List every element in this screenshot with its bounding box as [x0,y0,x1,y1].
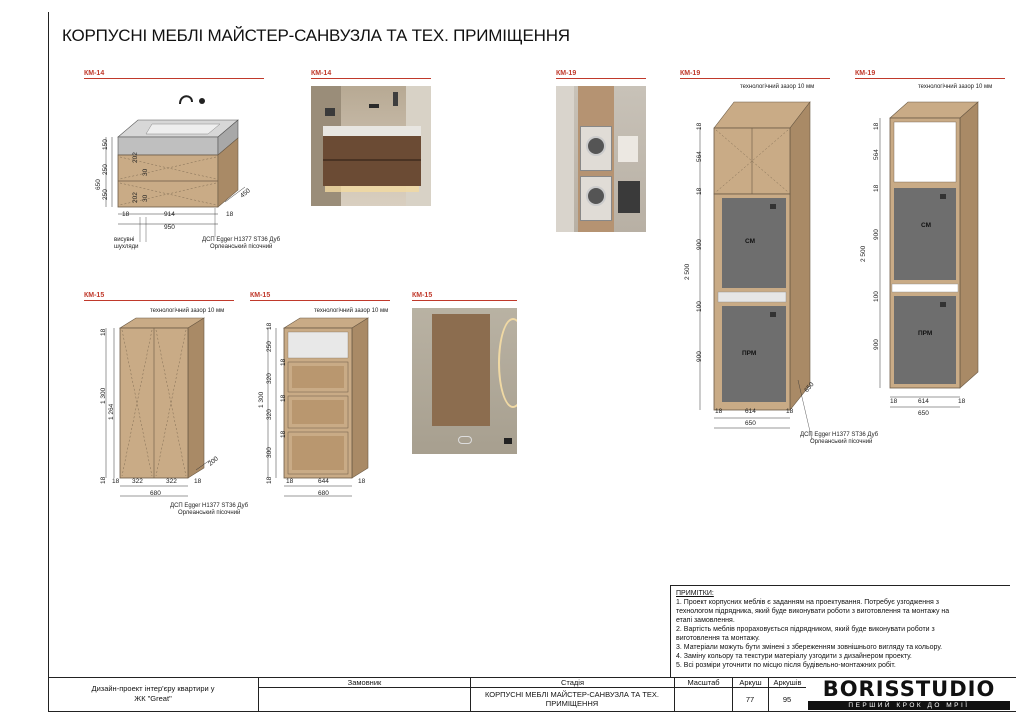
km15-open-dim-644: 644 [318,478,329,485]
km19-front-dim-900b: 900 [696,351,703,362]
km15-open-dim-18d: 18 [280,430,287,438]
km15-open-dim-18e: 18 [266,476,273,484]
km14-vanity-photo [311,86,431,206]
km19-open-dim-18d: 18 [873,184,880,192]
km15-front-dim-depth: 200 [207,455,220,468]
label-underline [311,78,431,79]
km15-open-dim-right: 18 [358,478,366,485]
km19-front-prm-label: ПРМ [742,350,757,357]
km19-open-dim-total: 2 500 [860,245,867,262]
km19-front-dim-top: 564 [696,151,703,162]
sheet-title-2: ПРИМІЩЕННЯ [545,699,599,708]
km19-front-dim-total: 2 500 [684,263,691,280]
km15-open-dim-18b: 18 [280,358,287,366]
km14-dim-drawer2: 250 [102,189,109,200]
label-km19-open: КМ-19 [855,70,876,77]
km14-dim-gap3: 30 [142,168,149,176]
label-underline [250,300,390,301]
sheets-label: Аркушів [768,677,806,712]
km19-gap-note-open: технологічний зазор 10 мм [918,84,993,90]
km14-dim-right: 18 [226,211,234,218]
km15-open-dim-250: 250 [266,341,273,352]
km14-drawer-note-1: висувні [114,237,135,243]
km15-open-dim-300: 300 [266,447,273,458]
km15-front-dim-322b: 322 [166,478,177,485]
label-underline [855,78,1005,79]
km19-front-dim-total: 650 [745,420,756,427]
label-underline [84,78,264,79]
label-underline [680,78,830,79]
km15-cabinet-photo [412,308,517,454]
km19-gap-note-front: технологічний зазор 10 мм [740,84,815,90]
label-km15-front: КМ-15 [84,292,105,299]
km19-front-dim-depth: 650 [803,381,816,394]
label-underline [412,300,517,301]
notes-heading: ПРИМІТКИ: [676,590,714,597]
label-underline [84,300,234,301]
label-km14-photo: КМ-14 [311,70,332,77]
km15-front-dim-left: 18 [112,478,120,485]
km19-front-dim-right: 18 [786,408,794,415]
notes-block [670,585,1010,677]
label-km14-drawing: КМ-14 [84,70,105,77]
km15-open-dim-320b: 320 [266,409,273,420]
km19-front-dim-left: 18 [715,408,723,415]
customer-label: Замовник [258,677,470,712]
km15-open-dim-left: 18 [286,478,294,485]
km19-front-dim-900a: 900 [696,239,703,250]
km15-front-dim-inner: 1 264 [108,403,115,420]
km19-front-dim-18a: 18 [696,122,703,130]
km14-dim-left: 18 [122,211,130,218]
km14-dim-drawer1: 250 [102,164,109,175]
notes-line: технологом підрядника, який буде виконувати роботи з виготовлення та монтажу на [676,608,950,615]
notes-line: 2. Вартість меблів прораховується підрядником, який буде виконувати роботи з [676,626,935,633]
notes-line: 5. Всі розміри уточнити по місцю після будівельно-монтажних робіт. [676,662,896,669]
sheet-title-1: КОРПУСНІ МЕБЛІ МАЙСТЕР-САНВУЗЛА ТА ТЕХ. [485,690,659,699]
km19-material-2: Орлеанський пісочний [810,439,873,445]
km15-open-dim-total: 680 [318,490,329,497]
km19-material-1: ДСП Egger H1377 ST36 Дуб [800,432,879,438]
scale-label: Масштаб [674,677,732,712]
km19-open-dim-100: 100 [873,291,880,302]
label-km15-photo: КМ-15 [412,292,433,299]
notes-line: 3. Матеріали можуть бути змінені з збереженням зовнішнього вигляду та кольору. [676,644,943,651]
stage-label: Стадія [470,677,674,712]
km19-front-drawing [700,80,840,410]
km19-front-dim-18b: 18 [696,187,703,195]
km19-front-dim-100: 100 [696,301,703,312]
label-km15-open: КМ-15 [250,292,271,299]
km14-dim-total: 950 [164,224,175,231]
km14-dim-depth: 450 [239,187,252,200]
notes-line: виготовлення та монтажу. [676,635,760,642]
km15-front-dim-18b: 18 [100,476,107,484]
logo-text: BORISSTUDIO [822,677,996,701]
km15-open-dim-320a: 320 [266,373,273,384]
km15-open-drawing [262,310,382,500]
km15-front-dim-18a: 18 [100,328,107,336]
project-name-2: ЖК "Great" [134,694,172,703]
km15-material-1: ДСП Egger H1377 ST36 Дуб [170,503,249,509]
km19-open-dim-900b: 900 [873,339,880,350]
km15-open-dim-18c: 18 [280,394,287,402]
label-underline [556,78,646,79]
km14-dim-top: 150 [102,139,109,150]
km15-open-dim-18: 18 [266,322,273,330]
km14-drawer-note-2: шухляди [114,244,139,250]
sheets-total: 95 [782,695,792,704]
km19-front-cm-label: СМ [745,238,756,245]
km15-gap-note-front: технологічний зазор 10 мм [150,308,225,314]
label-km19-photo: КМ-19 [556,70,577,77]
km14-material-2: Орлеанський пісочний [210,244,273,250]
notes-line: 4. Заміну кольору та текстури матеріалу узгодити з дизайнером проекту. [676,653,912,660]
company-logo [806,678,1012,711]
km19-open-drawing [880,92,1000,392]
km14-dim-gap4: 30 [142,194,149,202]
km14-dim-inner: 914 [164,211,175,218]
sheet-number: 77 [745,695,755,704]
km19-open-dim-left: 18 [890,398,898,405]
km15-gap-note-open: технологічний зазор 10 мм [314,308,389,314]
km19-laundry-photo [556,86,646,232]
km19-open-dim-inner: 614 [918,398,929,405]
km15-open-dim-total: 1 300 [258,391,265,408]
km15-front-dim-322a: 322 [132,478,143,485]
notes-line: етапі замовлення. [676,617,735,624]
project-name-1: Дизайн-проект інтер'єру квартири у [91,684,215,693]
logo-slogan: ПЕРШИЙ КРОК ДО МРІЇ [808,701,1010,710]
km14-dim-gap2: 202 [132,192,139,203]
km19-open-cm-label: СМ [921,222,932,229]
km15-front-dim-total: 680 [150,490,161,497]
km15-front-dim-total: 1 300 [100,387,107,404]
km19-open-prm-label: ПРМ [918,330,933,337]
km15-front-drawing [100,310,230,500]
km14-vanity-drawing [80,92,280,252]
km14-material-1: ДСП Egger H1377 ST36 Дуб [202,237,281,243]
km15-front-dim-right: 18 [194,478,202,485]
km19-front-dim-inner: 614 [745,408,756,415]
km19-open-dim-top: 564 [873,149,880,160]
km15-material-2: Орлеанський пісочний [178,510,241,516]
sheet-label: Аркуш [732,677,768,712]
km19-open-dim-900a: 900 [873,229,880,240]
notes-line: 1. Проект корпусних меблів є заданням на проектування. Потребує узгодження з [676,599,939,606]
km19-open-dim-total: 650 [918,410,929,417]
label-km19-front: КМ-19 [680,70,701,77]
km14-dim-height: 650 [95,179,102,190]
page-title: КОРПУСНІ МЕБЛІ МАЙСТЕР-САНВУЗЛА ТА ТЕХ. ПРИМІЩЕННЯ [62,26,570,45]
km19-open-dim-18c: 18 [873,122,880,130]
km19-open-dim-right: 18 [958,398,966,405]
km14-dim-gap1: 202 [132,152,139,163]
